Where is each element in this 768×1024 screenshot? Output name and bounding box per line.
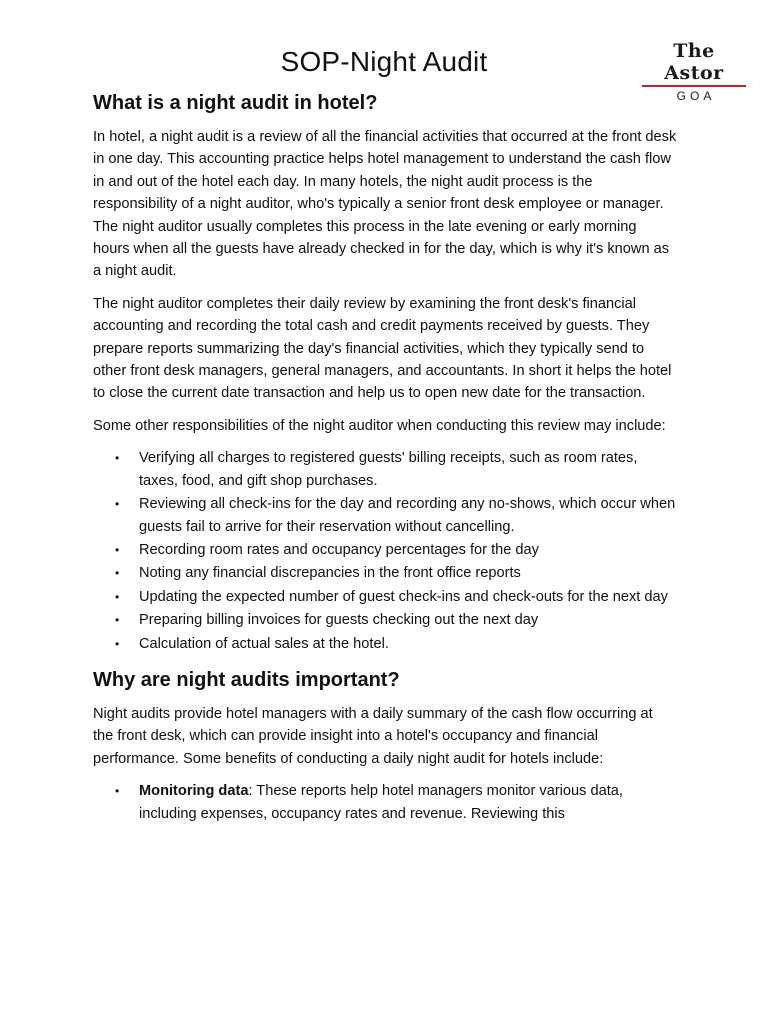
list-item-text: Noting any financial discrepancies in the front office reports <box>139 565 521 582</box>
page-title: SOP-Night Audit <box>280 46 488 77</box>
list-item <box>93 780 677 825</box>
document-body <box>93 88 677 835</box>
section-heading-what-is-night-audit: What is a night audit in hotel? <box>93 92 378 114</box>
bullet-icon: • <box>115 636 120 651</box>
list-item <box>93 539 677 561</box>
logo-location: GOA <box>676 89 716 103</box>
bullet-icon: • <box>115 451 120 466</box>
bullet-icon: • <box>115 784 120 799</box>
list-item-text: Verifying all charges to registered guests' billing receipts, such as room rates, taxes, food, and gift shop purchases. <box>139 450 638 489</box>
list-item <box>93 562 677 584</box>
logo-divider <box>642 85 746 87</box>
paragraph: Some other responsibilities of the night auditor when conducting this review may include: <box>93 417 666 434</box>
list-item-text: Calculation of actual sales at the hotel. <box>139 635 389 652</box>
list-item <box>93 609 677 631</box>
paragraph: In hotel, a night audit is a review of all the financial activities that occurred at the front desk in one day. This accounting practice helps hotel management to understand the cash flow in and out of the hotel each day. In many hotels, the night audit process is the responsibility of a night auditor, who's typically a senior front desk employee or manager. The night auditor usually completes this process in the late evening or early morning hours when all the guests have already checked in for the day, which is why it's known as a night audit. <box>93 129 677 280</box>
bullet-icon: • <box>115 613 120 628</box>
list-item <box>93 633 677 655</box>
list-item-text: Preparing billing invoices for guests checking out the next day <box>139 612 539 629</box>
bullet-icon: • <box>115 589 120 604</box>
benefits-list <box>93 780 677 825</box>
list-item-text: Recording room rates and occupancy percentages for the day <box>139 541 539 558</box>
list-item <box>93 493 677 538</box>
list-item <box>93 447 677 492</box>
bullet-icon: • <box>115 542 120 557</box>
responsibilities-list <box>93 447 677 655</box>
bullet-icon: • <box>115 497 120 512</box>
section-heading-why-important: Why are night audits important? <box>93 668 400 691</box>
paragraph: Night audits provide hotel managers with a daily summary of the cash flow occurring at the front desk, which can provide insight into a hotel's occupancy and financial performance. Some benefits of conducting a daily night audit for hotels include: <box>93 705 653 767</box>
list-item-text: Reviewing all check-ins for the day and recording any no-shows, which occur when guests fail to arrive for their reservation without cancelling. <box>139 496 676 535</box>
logo-name: The Astor <box>664 40 724 84</box>
list-item <box>93 586 677 608</box>
paragraph: The night auditor completes their daily review by examining the front desk's financial accounting and recording the total cash and credit payments received by guests. They prepare reports summarizing the day's financial activities, which they typically send to other front desk managers, general managers, and accountants. In short it helps the hotel to close the current date transaction and help us to open new date for the transaction. <box>93 295 672 402</box>
list-item-text: Updating the expected number of guest check-ins and check-outs for the next day <box>139 588 668 605</box>
benefit-term: Monitoring data <box>139 783 249 800</box>
benefit-text: : These reports help hotel managers monitor various data, including expenses, occupancy rates and revenue. Reviewing this <box>139 783 623 822</box>
bullet-icon: • <box>115 566 120 581</box>
